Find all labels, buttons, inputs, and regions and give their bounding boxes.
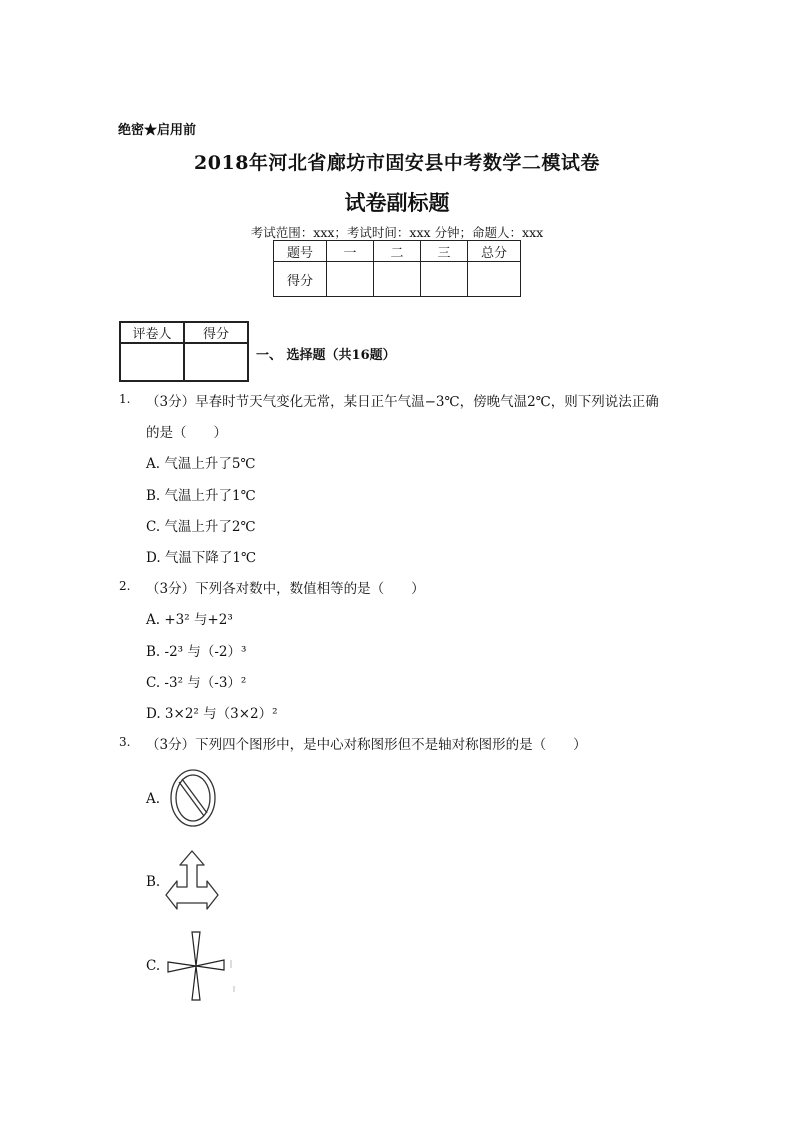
option-label: B.: [146, 874, 161, 890]
option-text: B. -2³ 与（-2）³: [146, 644, 247, 660]
score-header-cell: 二: [374, 241, 421, 262]
question-number: 3.: [119, 735, 131, 749]
question-number: 2.: [119, 579, 131, 593]
double-arrow-shape-icon: [164, 849, 220, 913]
question-text: （3分）下列四个图形中，是中心对称图形但不是轴对称图形的是（ ）: [146, 737, 587, 753]
score-header-cell: 总分: [468, 241, 521, 262]
score-cell: [468, 262, 521, 297]
score-cell: [421, 262, 468, 297]
no-entry-sign-icon: [168, 767, 218, 829]
grader-header-cell: 得分: [184, 322, 248, 343]
score-table: [273, 240, 521, 297]
question-text: 的是（ ）: [146, 425, 227, 441]
score-header-cell: 题号: [274, 241, 327, 262]
option-text: A. 气温上升了5℃: [146, 456, 256, 472]
grader-header-cell: 评卷人: [120, 322, 184, 343]
score-header-cell: 三: [421, 241, 468, 262]
question-text: （3分）早春时节天气变化无常，某日正午气温−3℃，傍晚气温2℃，则下列说法正确: [146, 394, 659, 410]
option-text: D. 3×2² 与（3×2）²: [146, 706, 278, 722]
question-number: 1.: [119, 392, 131, 406]
section-heading: 一、 选择题（共16题）: [256, 348, 396, 363]
option-text: D. 气温下降了1℃: [146, 550, 257, 566]
option-label: C.: [146, 958, 161, 974]
pinwheel-shape-icon: [166, 928, 242, 1002]
option-text: C. 气温上升了2℃: [146, 519, 256, 535]
grader-cell: [120, 343, 184, 381]
option-text: C. -3² 与（-3）²: [146, 675, 247, 691]
score-cell: [327, 262, 374, 297]
option-text: A. +3² 与+2³: [146, 612, 233, 628]
grader-cell: [184, 343, 248, 381]
option-text: B. 气温上升了1℃: [146, 488, 256, 504]
exam-title: 2018年河北省廊坊市固安县中考数学二模试卷: [194, 152, 600, 174]
score-row-label: 得分: [274, 262, 327, 297]
option-label: A.: [146, 791, 161, 807]
question-text: （3分）下列各对数中，数值相等的是（ ）: [146, 581, 425, 597]
exam-subtitle: 试卷副标题: [344, 190, 450, 215]
score-header-cell: 一: [327, 241, 374, 262]
grader-table: [119, 321, 249, 382]
exam-info: 考试范围：xxx；考试时间：xxx 分钟；命题人：xxx: [250, 225, 544, 240]
score-cell: [374, 262, 421, 297]
confidential-mark: 绝密★启用前: [118, 123, 197, 138]
